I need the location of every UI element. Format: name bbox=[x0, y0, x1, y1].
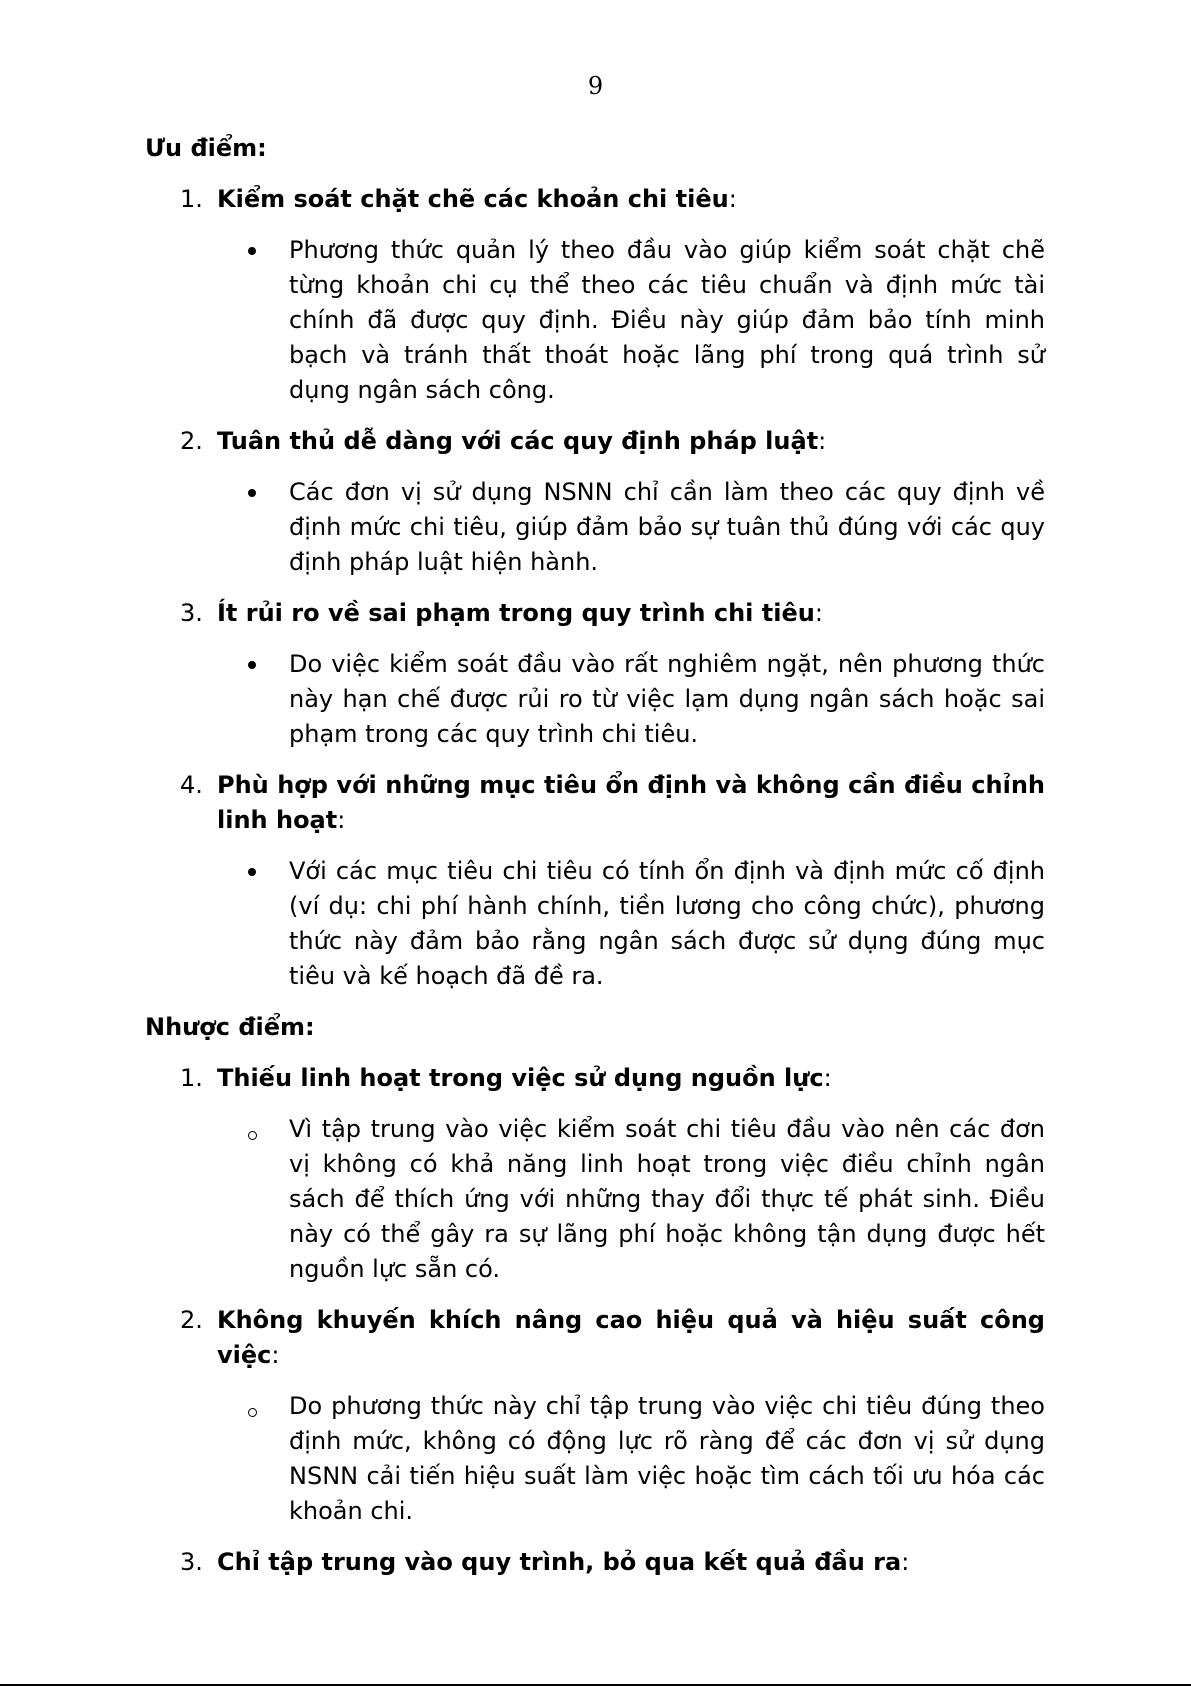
bullet-text: Phương thức quản lý theo đầu vào giúp kiểm soát chặt chẽ từng khoản chi cụ thể theo các tiêu chuẩn và định mức tài chính đã được quy định. Điều này giúp đảm bảo tính minh bạch và tránh thất thoát hoặc lãng phí trong quá trình sử dụng ngân sách công. bbox=[289, 236, 1045, 404]
page-number: 9 bbox=[587, 72, 604, 100]
bullet-text: Do phương thức này chỉ tập trung vào việc chi tiêu đúng theo định mức, không có động lực rõ ràng để các đơn vị sử dụng NSNN cải tiến hiệu suất làm việc hoặc tìm cách tối ưu hóa các khoản chi. bbox=[289, 1392, 1045, 1525]
advantages-heading: Ưu điểm: bbox=[145, 134, 267, 162]
list-item bbox=[145, 596, 1045, 752]
list-item bbox=[145, 768, 1045, 994]
item-number: 2. bbox=[180, 427, 203, 455]
bullet-text: Do việc kiểm soát đầu vào rất nghiêm ngặt, nên phương thức này hạn chế được rủi ro từ việc lạm dụng ngân sách hoặc sai phạm trong các quy trình chi tiêu. bbox=[289, 650, 1045, 748]
item-title: Tuân thủ dễ dàng với các quy định pháp luật: bbox=[217, 427, 827, 455]
item-title: Chỉ tập trung vào quy trình, bỏ qua kết quả đầu ra: bbox=[217, 1548, 910, 1576]
list-item bbox=[145, 424, 1045, 580]
document-body bbox=[145, 131, 1045, 1596]
bullet-text: Các đơn vị sử dụng NSNN chỉ cần làm theo các quy định về định mức chi tiêu, giúp đảm bảo sự tuân thủ đúng với các quy định pháp luật hiện hành. bbox=[289, 478, 1045, 576]
disadvantages-list bbox=[145, 1061, 1045, 1580]
bullet-text: Vì tập trung vào việc kiểm soát chi tiêu đầu vào nên các đơn vị không có khả năng linh hoạt trong việc điều chỉnh ngân sách để thích ứng với những thay đổi thực tế phát sinh. Điều này có thể gây ra sự lãng phí hoặc không tận dụng được hết nguồn lực sẵn có. bbox=[289, 1115, 1045, 1283]
bullet-text: Với các mục tiêu chi tiêu có tính ổn định và định mức cố định (ví dụ: chi phí hành chính, tiền lương cho công chức), phương thức này đảm bảo rằng ngân sách được sử dụng đúng mục tiêu và kế hoạch đã đề ra. bbox=[289, 857, 1045, 990]
item-number: 4. bbox=[180, 771, 203, 799]
advantages-list bbox=[145, 182, 1045, 994]
item-title: Phù hợp với những mục tiêu ổn định và không cần điều chỉnh linh hoạt: bbox=[217, 771, 1045, 834]
item-number: 1. bbox=[180, 1064, 203, 1092]
item-title: Kiểm soát chặt chẽ các khoản chi tiêu: bbox=[217, 185, 737, 213]
disadvantages-heading: Nhược điểm: bbox=[145, 1013, 315, 1041]
item-title: Thiếu linh hoạt trong việc sử dụng nguồn lực: bbox=[217, 1064, 832, 1092]
item-title: Không khuyến khích nâng cao hiệu quả và hiệu suất công việc: bbox=[217, 1306, 1045, 1369]
list-item bbox=[145, 1545, 1045, 1580]
list-item bbox=[145, 1061, 1045, 1287]
item-title: Ít rủi ro về sai phạm trong quy trình chi tiêu: bbox=[217, 599, 823, 627]
item-number: 3. bbox=[180, 599, 203, 627]
list-item bbox=[145, 182, 1045, 408]
item-number: 1. bbox=[180, 185, 203, 213]
list-item bbox=[145, 1303, 1045, 1529]
item-number: 3. bbox=[180, 1548, 203, 1576]
item-number: 2. bbox=[180, 1306, 203, 1334]
